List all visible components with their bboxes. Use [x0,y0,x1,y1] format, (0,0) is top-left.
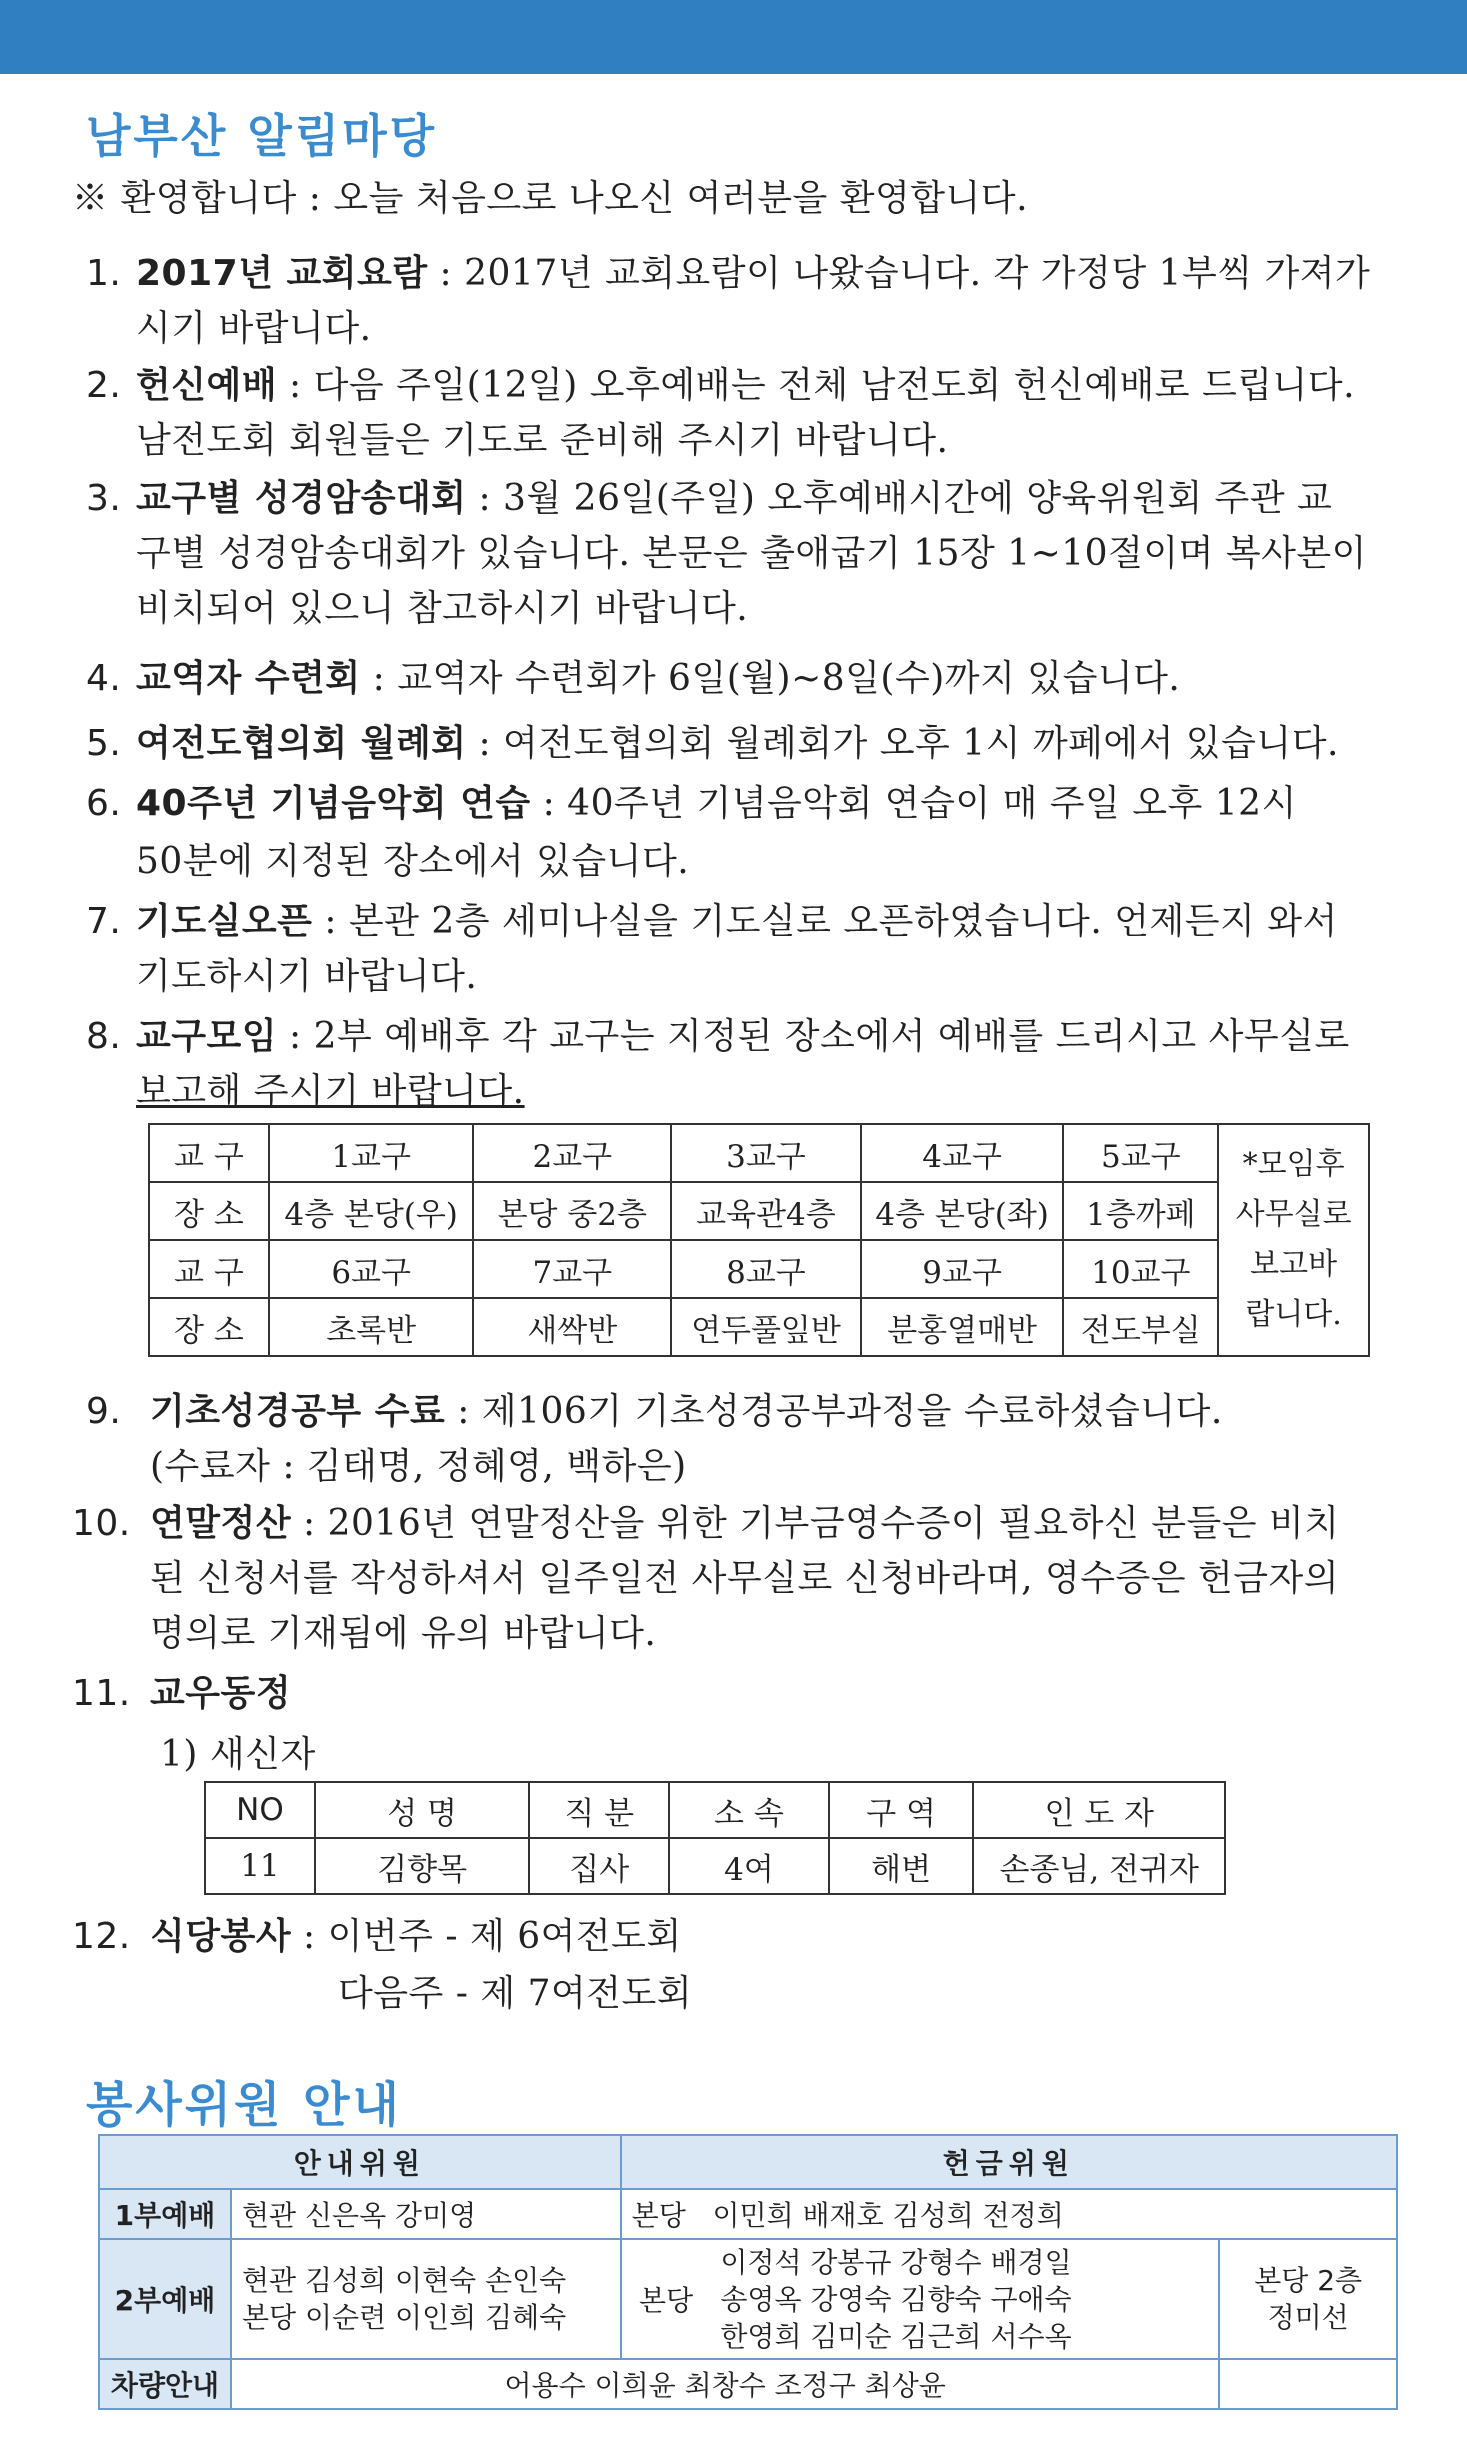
announcement-item [86,245,1370,296]
row2-offering-line: 송영옥 강영숙 김향숙 구애숙 [720,2282,1072,2316]
district-cell: 4교구 [861,1124,1064,1182]
district-cell: 4층 본당(우) [269,1182,474,1240]
row3-empty [1219,2359,1397,2409]
item-text: : 다음 주일(12일) 오후예배는 전체 남전도회 헌신예배로 드립니다. [277,365,1356,406]
row2-offering [710,2239,1219,2359]
row2-extra-line: 정미선 [1267,2301,1349,2334]
district-cell: 초록반 [269,1298,474,1356]
newcomer-header-cell: 소 속 [669,1782,829,1838]
announcement-item [72,1495,1340,1546]
announcement-item [86,893,1338,944]
row1-label: 1부예배 [99,2189,231,2239]
item-number: 12. [72,1916,131,1957]
newcomer-row [205,1838,1225,1894]
item-title: 교우동정 [150,1673,292,1714]
row2-guides-line: 본당 이순련 이인희 김혜숙 [241,2301,567,2334]
item-number: 8. [86,1016,122,1057]
row2-extra-line: 본당 2층 [1254,2264,1363,2297]
item-text-line: 1) 새신자 [160,1734,316,1775]
item-text: : 2부 예배후 각 교구는 지정된 장소에서 예배를 드리시고 사무실로 [277,1016,1350,1057]
item-text-line: 된 신청서를 작성하셔서 일주일전 사무실로 신청바라며, 영수증은 헌금자의 [150,1558,1340,1599]
item-text-line: 남전도회 회원들은 기도로 준비해 주시기 바랍니다. [136,420,949,461]
item-title: 식당봉사 [150,1916,292,1957]
announcement-item [86,715,1339,766]
announcement-item [72,1908,682,1959]
row2-guides [231,2239,621,2359]
item-number: 11. [72,1673,131,1714]
row3-names: 어용수 이희윤 최창수 조정구 최상윤 [231,2359,1219,2409]
district-cell: 6교구 [269,1240,474,1298]
district-cell: 1교구 [269,1124,474,1182]
district-note-line: *모임후 [1242,1147,1345,1182]
item-title: 기도실오픈 [136,901,313,942]
district-cell: 전도부실 [1063,1298,1218,1356]
item-text-line: 구별 성경암송대회가 있습니다. 본문은 출애굽기 15장 1~10절이며 복사본이 [136,533,1367,574]
item-number: 2. [86,365,122,406]
item-number: 4. [86,658,122,699]
row2-label: 2부예배 [99,2239,231,2359]
item-title: 기초성경공부 수료 [150,1391,446,1432]
item-number: 3. [86,478,122,519]
item-title: 여전도협의회 월례회 [136,723,467,764]
newcomer-cell: 4여 [669,1838,829,1894]
announcement-item [86,470,1332,521]
newcomer-header-cell: NO [205,1782,315,1838]
item-text: : 이번주 - 제 6여전도회 [291,1916,682,1957]
district-row-label: 장 소 [149,1298,269,1356]
newcomer-cell: 집사 [529,1838,669,1894]
page-title: 남부산 알림마당 [86,109,438,163]
announcement-item [86,775,1297,826]
row2-extra [1219,2239,1397,2359]
item-text-line: 50분에 지정된 장소에서 있습니다. [136,841,690,882]
row2-offering-line: 이정석 강봉규 강형수 배경일 [720,2245,1072,2279]
item-text: : 제106기 기초성경공부과정을 수료하셨습니다. [445,1391,1223,1432]
district-cell: 1층까페 [1063,1182,1218,1240]
newcomer-header-cell: 구 역 [829,1782,974,1838]
district-row-label: 장 소 [149,1182,269,1240]
announcement-item [86,650,1180,701]
item-title: 40주년 기념음악회 연습 [136,783,531,824]
district-cell: 4층 본당(좌) [861,1182,1064,1240]
district-cell: 3교구 [671,1124,861,1182]
district-cell: 새싹반 [473,1298,671,1356]
district-row [149,1182,1369,1240]
row1-offering [621,2189,1397,2239]
item-title: 2017년 교회요람 [136,253,428,294]
service-title: 봉사위원 안내 [86,2077,402,2133]
item-text: : 40주년 기념음악회 연습이 매 주일 오후 12시 [530,783,1297,824]
district-row-label: 교 구 [149,1240,269,1298]
district-cell: 9교구 [861,1240,1064,1298]
item-text: : 여전도협의회 월례회가 오후 1시 까페에서 있습니다. [466,723,1339,764]
district-cell: 8교구 [671,1240,861,1298]
district-cell: 분홍열매반 [861,1298,1064,1356]
offering-header: 헌금위원 [621,2135,1397,2189]
item-number: 5. [86,723,122,764]
newcomer-cell: 해변 [829,1838,974,1894]
item-title: 연말정산 [150,1503,292,1544]
district-note [1218,1124,1369,1356]
row1-offering-names: 이민희 배재호 김성희 전정희 [712,2199,1064,2232]
district-cell: 교육관4층 [671,1182,861,1240]
newcomer-cell: 11 [205,1838,315,1894]
district-cell: 5교구 [1063,1124,1218,1182]
item-text: : 2017년 교회요람이 나왔습니다. 각 가정당 1부씩 가져가 [427,253,1371,294]
item-title: 교구별 성경암송대회 [136,478,467,519]
welcome-line: ※ 환영합니다 : 오늘 처음으로 나오신 여러분을 환영합니다. [72,178,1029,219]
item-number: 9. [86,1391,122,1432]
district-cell: 10교구 [1063,1240,1218,1298]
item-number: 1. [86,253,122,294]
district-note-line: 사무실로 [1235,1197,1352,1232]
row3-label: 차량안내 [99,2359,231,2409]
district-row [149,1124,1369,1182]
newcomer-cell: 김향목 [315,1838,530,1894]
announcement-item [86,1383,1223,1434]
item-number: 10. [72,1503,131,1544]
row2-guides-line: 현관 김성희 이현숙 손인숙 [241,2264,567,2297]
announcement-item [86,1008,1350,1059]
item-text-line: (수료자 : 김태명, 정혜영, 백하은) [150,1446,687,1487]
item-title: 헌신예배 [136,365,278,406]
item-text-line: 기도하시기 바랍니다. [136,956,478,997]
item-text-line: 다음주 - 제 7여전도회 [338,1973,693,2014]
newcomer-cell: 손종님, 전귀자 [973,1838,1225,1894]
newcomer-header-cell: 성 명 [315,1782,530,1838]
item-text: : 3월 26일(주일) 오후예배시간에 양육위원회 주관 교 [466,478,1333,519]
item-text: : 2016년 연말정산을 위한 기부금영수증이 필요하신 분들은 비치 [291,1503,1340,1544]
district-cell: 연두풀잎반 [671,1298,861,1356]
newcomer-header-cell: 직 분 [529,1782,669,1838]
item-number: 6. [86,783,122,824]
district-note-line: 보고바 [1250,1247,1338,1282]
district-note-line: 랍니다. [1245,1297,1342,1332]
top-color-bar [0,0,1467,74]
announcement-item [86,357,1355,408]
item-text-line: 비치되어 있으니 참고하시기 바랍니다. [136,588,749,629]
row2-offering-line: 한영희 김미순 김근희 서수옥 [720,2319,1072,2353]
newcomer-header-cell: 인 도 자 [973,1782,1225,1838]
item-title: 교역자 수련회 [136,658,361,699]
row1-guides: 현관 신은옥 강미영 [231,2189,621,2239]
item-text-line: 명의로 기재됨에 유의 바랍니다. [150,1613,657,1654]
item-text-line: 보고해 주시기 바랍니다. [136,1071,525,1112]
announcement-item [72,1665,291,1716]
district-cell: 본당 중2층 [473,1182,671,1240]
district-table [148,1123,1370,1357]
service-table [98,2134,1398,2410]
item-text-line: 시기 바랍니다. [136,308,372,349]
row2-offering-place: 본당 [621,2239,711,2359]
guides-header: 안내위원 [99,2135,621,2189]
item-number: 7. [86,901,122,942]
item-text: : 본관 2층 세미나실을 기도실로 오픈하였습니다. 언제든지 와서 [312,901,1338,942]
item-text: : 교역자 수련회가 6일(월)~8일(수)까지 있습니다. [360,658,1181,699]
item-title: 교구모임 [136,1016,278,1057]
newcomer-table [204,1781,1226,1895]
district-cell: 2교구 [473,1124,671,1182]
district-cell: 7교구 [473,1240,671,1298]
district-row [149,1240,1369,1298]
newcomer-header-row [205,1782,1225,1838]
district-row-label: 교 구 [149,1124,269,1182]
district-row [149,1298,1369,1356]
row1-offering-place: 본당 [631,2199,686,2232]
